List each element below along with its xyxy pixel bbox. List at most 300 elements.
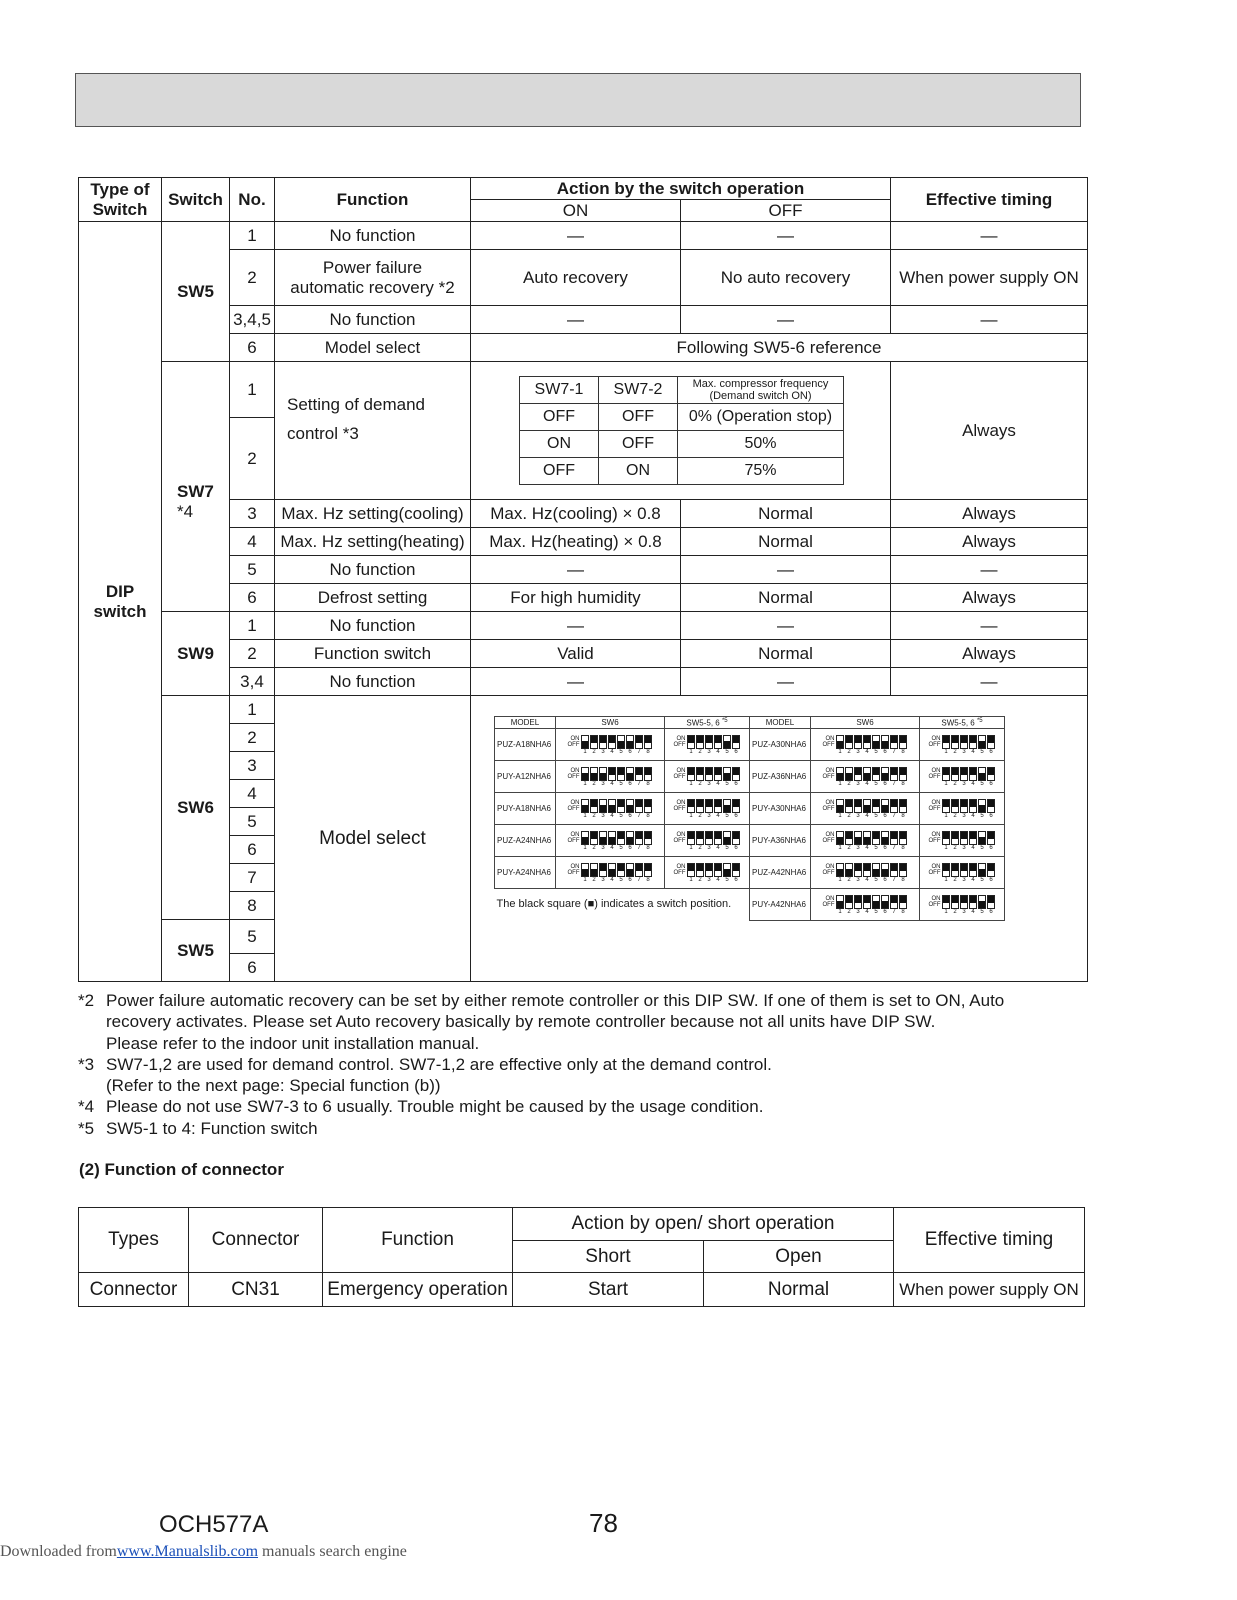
function-line: Setting of demand [287, 395, 425, 414]
switch-number: 8 [901, 877, 905, 883]
switch-lever [978, 831, 986, 845]
dip-sw6-setting [811, 889, 920, 921]
switch-lever [969, 863, 977, 877]
switch-lever [836, 863, 844, 877]
off-label: OFF [928, 838, 941, 844]
switch-row [942, 895, 996, 909]
switch-number: 5 [725, 781, 729, 787]
switch-number: 8 [901, 781, 905, 787]
switch-lever [696, 735, 704, 749]
on-off-label [823, 896, 835, 908]
switch-number: 2 [953, 749, 957, 755]
no-cell: 2 [230, 724, 275, 752]
switch-lever [942, 799, 950, 813]
switch-lever [617, 735, 625, 749]
conn-header-types: Types [79, 1208, 189, 1273]
switch-number: 1 [944, 909, 948, 915]
switch-number: 2 [953, 909, 957, 915]
header-function: Function [275, 178, 471, 222]
no-cell: 3 [230, 500, 275, 528]
switch-number: 3 [601, 845, 605, 851]
switch-lever [581, 831, 589, 845]
timing-cell: — [891, 612, 1088, 640]
dip-switch-icon [674, 767, 741, 788]
switch-lever [590, 863, 598, 877]
footnote-text: Please refer to the indoor unit installation manual. [106, 1033, 480, 1053]
on-cell: — [471, 668, 681, 696]
switch-number: 2 [592, 877, 596, 883]
switch-lever [987, 799, 995, 813]
switch-numbers [836, 813, 908, 820]
dip-sw6-setting [556, 729, 665, 761]
on-cell: Auto recovery [471, 250, 681, 306]
switch-sw5: SW5 [162, 222, 230, 362]
switch-number: 1 [689, 813, 693, 819]
switch-number: 1 [944, 781, 948, 787]
on-off-label [568, 832, 580, 844]
switch-bank [687, 735, 741, 756]
switch-lever [626, 799, 634, 813]
dip-header-sw5-56 [920, 717, 1005, 729]
switch-bank [581, 831, 653, 852]
demand-header-frequency [678, 377, 844, 404]
dip-switch-function-table [78, 177, 1088, 982]
switch-lever [626, 767, 634, 781]
switch-number: 6 [883, 909, 887, 915]
dip-switch-icon [674, 799, 741, 820]
switch-lever [732, 863, 740, 877]
switch-bank [836, 767, 908, 788]
timing-cell: Always [891, 362, 1088, 500]
footnote-mark: *5 [78, 1118, 95, 1138]
demand-cell: OFF [520, 404, 599, 431]
switch-lever [899, 895, 907, 909]
switch-lever [581, 735, 589, 749]
dip-switch-icon [568, 767, 653, 788]
switch-number: 3 [601, 781, 605, 787]
switch-bank [942, 863, 996, 884]
switch-lever [696, 799, 704, 813]
switch-lever [635, 735, 643, 749]
switch-lever [644, 863, 652, 877]
switch-numbers [836, 749, 908, 756]
footnote-text: Please do not use SW7-3 to 6 usually. Trouble might be caused by the usage condition. [106, 1097, 764, 1117]
switch-number: 6 [628, 749, 632, 755]
dip-switch-icon [568, 831, 653, 852]
switch-bank [581, 799, 653, 820]
switch-row [942, 767, 996, 781]
no-cell: 5 [230, 556, 275, 584]
switch-lever [969, 799, 977, 813]
switch-number: 3 [962, 749, 966, 755]
dip-sw6-setting [556, 793, 665, 825]
connector-function-table [78, 1207, 1085, 1307]
switch-number: 5 [980, 749, 984, 755]
switch-lever [599, 863, 607, 877]
switch-number: 4 [716, 845, 720, 851]
switch-number: 2 [592, 813, 596, 819]
no-cell: 7 [230, 864, 275, 892]
no-cell: 1 [230, 612, 275, 640]
demand-cell: OFF [599, 431, 678, 458]
switch-lever [608, 735, 616, 749]
switch-lever [687, 799, 695, 813]
dip-model-name: PUZ-A36NHA6 [750, 761, 811, 793]
function-cell: Defrost setting [275, 584, 471, 612]
switch-number: 3 [856, 877, 860, 883]
switch-number: 5 [980, 813, 984, 819]
dip-switch-icon [823, 863, 908, 884]
switch-lever [599, 767, 607, 781]
switch-lever [890, 735, 898, 749]
on-off-label [823, 736, 835, 748]
switch-lever [732, 767, 740, 781]
switch-sw9: SW9 [162, 612, 230, 696]
off-cell: — [681, 222, 891, 250]
no-cell: 3,4,5 [230, 306, 275, 334]
switch-lever [872, 767, 880, 781]
switch-bank [942, 767, 996, 788]
function-cell: Model select [275, 696, 471, 982]
switch-number: 7 [892, 781, 896, 787]
footnote-text: recovery activates. Please set Auto recovery basically by remote controller because not all units have DIP SW. [106, 1012, 936, 1032]
switch-lever [881, 863, 889, 877]
switch-number: 6 [628, 877, 632, 883]
dip-sw6-setting [811, 793, 920, 825]
off-label: OFF [928, 902, 941, 908]
switch-lever [705, 767, 713, 781]
switch-bank [836, 895, 908, 916]
download-suffix: manuals search engine [258, 1543, 407, 1560]
switch-lever [635, 767, 643, 781]
switch-number: 6 [734, 781, 738, 787]
no-cell: 3 [230, 752, 275, 780]
no-cell: 5 [230, 920, 275, 954]
no-cell: 3,4 [230, 668, 275, 696]
switch-lever [899, 831, 907, 845]
switch-bank [581, 767, 653, 788]
timing-cell: When power supply ON [891, 250, 1088, 306]
conn-header-timing: Effective timing [894, 1208, 1085, 1273]
switch-lever [960, 831, 968, 845]
switch-lever [863, 831, 871, 845]
no-cell: 4 [230, 528, 275, 556]
dip-sw6-setting [811, 857, 920, 889]
switch-number: 6 [628, 781, 632, 787]
dip-header-model [495, 717, 556, 729]
switch-number: 4 [971, 877, 975, 883]
dip-sw5-setting [665, 825, 750, 857]
switch-number: 8 [646, 749, 650, 755]
switch-number: 1 [583, 781, 587, 787]
off-cell: No auto recovery [681, 250, 891, 306]
switch-number: 3 [707, 781, 711, 787]
on-label: ON [676, 864, 686, 870]
switch-numbers [581, 813, 653, 820]
on-cell: — [471, 612, 681, 640]
switch-number: 3 [856, 845, 860, 851]
switch-lever [845, 799, 853, 813]
no-cell: 2 [230, 640, 275, 668]
switch-number: 1 [583, 845, 587, 851]
demand-cell: 75% [678, 458, 844, 485]
on-cell: Max. Hz(heating) × 0.8 [471, 528, 681, 556]
switch-lever [978, 863, 986, 877]
switch-lever [845, 895, 853, 909]
switch-numbers [687, 749, 741, 756]
footnote-mark: *2 [78, 991, 95, 1010]
switch-lever [626, 863, 634, 877]
dip-model-name: PUZ-A42NHA6 [750, 857, 811, 889]
switch-lever [581, 799, 589, 813]
off-label: OFF [822, 806, 835, 812]
on-off-label [568, 800, 580, 812]
switch-numbers [581, 781, 653, 788]
dip-switch-icon [929, 831, 996, 852]
switch-number: 2 [698, 813, 702, 819]
switch-numbers [942, 909, 996, 916]
conn-open-cell: Normal [704, 1273, 894, 1307]
download-prefix: Downloaded from [0, 1543, 117, 1560]
switch-number: 8 [646, 877, 650, 883]
switch-row [836, 735, 908, 749]
switch-lever [732, 799, 740, 813]
switch-row [581, 767, 653, 781]
dip-model-name: PUY-A18NHA6 [495, 793, 556, 825]
switch-number: 3 [601, 749, 605, 755]
switch-number: 6 [989, 909, 993, 915]
switch-number: 4 [610, 845, 614, 851]
switch-lever [608, 799, 616, 813]
switch-lever [960, 895, 968, 909]
on-off-label [929, 768, 941, 780]
dip-model-name: PUY-A30NHA6 [750, 793, 811, 825]
dip-header-sw5-56-text: SW5-5, 6 [941, 718, 975, 728]
switch-lever [599, 799, 607, 813]
switch-lever [899, 735, 907, 749]
footnote-text: SW5-1 to 4: Function switch [106, 1118, 318, 1138]
switch-number: 5 [874, 749, 878, 755]
switch-lever [881, 735, 889, 749]
dip-sw5-setting [920, 761, 1005, 793]
switch-numbers [942, 877, 996, 884]
switch-number: 4 [865, 749, 869, 755]
dip-header-sw5-56-text: SW5-5, 6 [686, 718, 720, 728]
switch-lever [635, 863, 643, 877]
function-cell: No function [275, 612, 471, 640]
switch-lever [951, 735, 959, 749]
switch-lever [696, 831, 704, 845]
off-label: OFF [567, 870, 580, 876]
switch-lever [987, 767, 995, 781]
off-cell: Normal [681, 584, 891, 612]
function-line: Power failure [322, 257, 423, 277]
switch-lever [714, 831, 722, 845]
on-label: ON [676, 800, 686, 806]
switch-number: 4 [865, 781, 869, 787]
switch-number: 6 [883, 781, 887, 787]
switch-lever [951, 863, 959, 877]
conn-function-cell: Emergency operation [323, 1273, 513, 1307]
switch-number: 3 [962, 909, 966, 915]
sw7-label: SW7 [177, 482, 214, 501]
switch-number: 1 [838, 813, 842, 819]
switch-lever [723, 863, 731, 877]
switch-lever [872, 735, 880, 749]
switch-lever [732, 735, 740, 749]
off-cell: — [681, 612, 891, 640]
switch-number: 4 [610, 877, 614, 883]
switch-lever [644, 831, 652, 845]
switch-number: 5 [980, 781, 984, 787]
switch-lever [617, 767, 625, 781]
switch-row [581, 735, 653, 749]
switch-number: 4 [971, 909, 975, 915]
switch-lever [696, 863, 704, 877]
dip-switch-icon [823, 895, 908, 916]
switch-number: 5 [874, 877, 878, 883]
switch-number: 3 [856, 813, 860, 819]
switch-lever [581, 863, 589, 877]
switch-number: 3 [962, 845, 966, 851]
switch-number: 7 [637, 813, 641, 819]
switch-lever [608, 831, 616, 845]
switch-number: 2 [953, 845, 957, 851]
switch-lever [836, 799, 844, 813]
switch-row [836, 863, 908, 877]
switch-numbers [581, 877, 653, 884]
header-type-of-switch: Type of Switch [79, 178, 162, 222]
dip-model-name: PUZ-A30NHA6 [750, 729, 811, 761]
switch-row [581, 799, 653, 813]
dip-switch-icon [929, 767, 996, 788]
switch-number: 4 [865, 877, 869, 883]
dip-switch-icon [929, 895, 996, 916]
switch-number: 7 [892, 909, 896, 915]
switch-number: 3 [601, 877, 605, 883]
off-label: OFF [567, 742, 580, 748]
switch-bank [836, 831, 908, 852]
no-cell: 5 [230, 808, 275, 836]
switch-number: 4 [971, 845, 975, 851]
function-cell: Max. Hz setting(heating) [275, 528, 471, 556]
switch-lever [863, 767, 871, 781]
switch-lever [978, 767, 986, 781]
switch-row [581, 863, 653, 877]
off-label: OFF [822, 870, 835, 876]
function-cell: No function [275, 306, 471, 334]
dip-sw6-setting [556, 825, 665, 857]
switch-lever [581, 767, 589, 781]
switch-number: 4 [716, 781, 720, 787]
function-line: control *3 [287, 424, 359, 443]
no-cell: 1 [230, 362, 275, 418]
off-label: OFF [673, 870, 686, 876]
no-cell: 6 [230, 334, 275, 362]
switch-lever [590, 831, 598, 845]
timing-cell: — [891, 556, 1088, 584]
switch-lever [608, 767, 616, 781]
on-label: ON [570, 832, 580, 838]
on-off-label [674, 800, 686, 812]
dip-sw5-setting [920, 889, 1005, 921]
on-label: ON [931, 768, 941, 774]
switch-lever [723, 831, 731, 845]
off-cell: — [681, 556, 891, 584]
switch-lever [705, 831, 713, 845]
switch-lever [635, 831, 643, 845]
function-cell: No function [275, 668, 471, 696]
dip-sw5-setting [920, 857, 1005, 889]
switch-lever [881, 831, 889, 845]
conn-header-connector: Connector [189, 1208, 323, 1273]
switch-number: 5 [619, 877, 623, 883]
switch-row [687, 735, 741, 749]
switch-lever [836, 831, 844, 845]
conn-header-action: Action by open/ short operation [513, 1208, 894, 1241]
switch-lever [854, 895, 862, 909]
switch-lever [714, 767, 722, 781]
dip-sw5-setting [920, 729, 1005, 761]
footnote-text: Power failure automatic recovery can be set by either remote controller or this DIP SW. If one of them is set to ON, Auto [106, 991, 1005, 1010]
switch-numbers [942, 749, 996, 756]
timing-cell: Always [891, 584, 1088, 612]
timing-cell: — [891, 306, 1088, 334]
switch-row [942, 863, 996, 877]
switch-lever [854, 767, 862, 781]
dip-switch-icon [674, 735, 741, 756]
off-label: OFF [673, 806, 686, 812]
switch-number: 6 [628, 845, 632, 851]
switch-lever [960, 735, 968, 749]
page-number: 78 [589, 1508, 618, 1538]
switch-bank [687, 863, 741, 884]
switch-row [836, 831, 908, 845]
demand-cell: 50% [678, 431, 844, 458]
switch-number: 3 [962, 813, 966, 819]
manualslib-link[interactable]: www.Manualslib.com [116, 1543, 259, 1560]
off-label: OFF [567, 774, 580, 780]
off-label: OFF [673, 742, 686, 748]
switch-lever [723, 799, 731, 813]
switch-lever [635, 799, 643, 813]
no-cell: 2 [230, 250, 275, 306]
dip-switch-icon [929, 799, 996, 820]
dip-header-sw5-56 [665, 717, 750, 729]
switch-lever [978, 799, 986, 813]
demand-control-table [519, 376, 844, 485]
switch-numbers [942, 845, 996, 852]
switch-bank [687, 767, 741, 788]
footnotes [78, 990, 1088, 1139]
off-cell: — [681, 668, 891, 696]
switch-number: 4 [865, 813, 869, 819]
on-label: ON [676, 832, 686, 838]
on-off-label [568, 768, 580, 780]
on-label: ON [931, 832, 941, 838]
switch-number: 8 [901, 749, 905, 755]
dip-header-sw6-text: SW6 [856, 718, 874, 727]
switch-number: 8 [646, 781, 650, 787]
switch-number: 4 [716, 877, 720, 883]
dip-model-area [471, 696, 1087, 981]
switch-number: 4 [865, 845, 869, 851]
switch-numbers [687, 877, 741, 884]
switch-numbers [942, 781, 996, 788]
switch-number: 7 [637, 845, 641, 851]
switch-number: 4 [865, 909, 869, 915]
switch-number: 1 [689, 845, 693, 851]
